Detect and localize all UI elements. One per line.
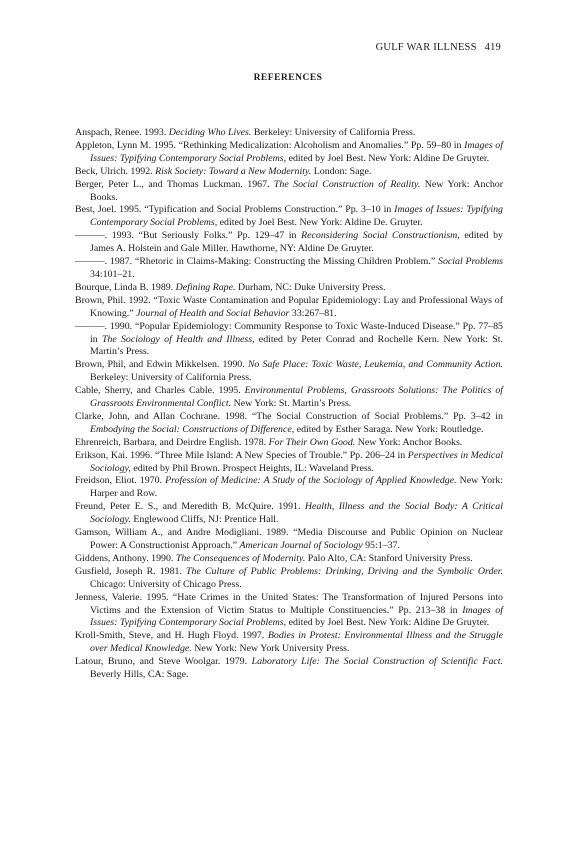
reference-text: edited by James A. Holstein and Gale Miller. Hawthorne, NY: Aldine De Gruyter. [90,230,503,255]
reference-title-italic: Images of Issues: Typifying Contemporary Social Problems, [90,204,503,229]
reference-text: London: Sage. [311,165,372,177]
reference-text: Berkeley: University of California Press. [90,372,252,384]
reference-text: edited by Joel Best. New York: Aldine De Gruyter. [286,152,490,164]
reference-text: ———. 1993. “But Seriously Folks.” Pp. 129–47 in [75,230,302,242]
reference-entry [75,630,503,656]
reference-text: edited by Esther Saraga. New York: Routledge. [294,423,484,435]
reference-title-italic: No Safe Place: Toxic Waste, Leukemia, and Community Action. [247,359,504,371]
reference-entry [75,385,503,411]
reference-title-italic: Laboratory Life: The Social Construction of Scientific Fact. [251,656,504,668]
reference-text: Beck, Ulrich. 1992. [75,165,156,177]
reference-entry [75,566,503,592]
reference-text: New York: St. Martin’s Press. [231,398,352,410]
reference-text: Appleton, Lynn M. 1995. “Rethinking Medicalization: Alcoholism and Anomalies.” Pp. 59–80 in [75,139,465,151]
reference-entry [75,450,503,476]
reference-entry [75,179,503,205]
reference-text: Latour, Bruno, and Steve Woolgar. 1979. [75,656,252,668]
reference-entry [75,437,503,450]
reference-text: 33:267–81. [289,307,337,319]
reference-title-italic: For Their Own Good. [268,436,356,448]
reference-text: Berger, Peter L., and Thomas Luckman. 1967. [75,178,274,190]
reference-text: Anspach, Renee. 1993. [75,127,169,138]
reference-text: edited by Phil Brown. Prospect Heights, IL: Waveland Press. [130,462,374,474]
reference-text: Englewood Cliffs, NJ: Prentice Hall. [130,514,279,526]
reference-entry [75,140,503,166]
reference-text: Beverly Hills, CA: Sage. [90,669,189,681]
reference-text: Ehrenreich, Barbara, and Deirdre English. 1978. [75,436,269,448]
reference-entry [75,501,503,527]
reference-list [75,127,503,682]
reference-text: ———. 1990. “Popular Epidemiology: Community Response to Toxic Waste-Induced Disease.” Pp. 77–85 in [75,320,503,345]
reference-title-italic: Social Problems [438,256,503,268]
section-title: REFERENCES [253,73,323,83]
running-header [376,42,501,53]
reference-text: Best, Joel. 1995. “Typification and Social Problems Construction.” Pp. 3–10 in [75,204,395,216]
reference-text: Gamson, William A., and Andre Modigliani. 1989. “Media Discourse and Public Opinion on Nuclear Power: A Constructionist Approach.” [75,527,503,551]
reference-text: Freund, Peter E. S., and Meredith B. McQuire. 1991. [75,501,305,513]
reference-text: Cable, Sherry, and Charles Cable. 1995. [75,385,245,397]
reference-text: Gusfield, Joseph R. 1981. [75,565,187,577]
reference-title-italic: Perspectives in Medical Sociology, [90,449,503,474]
reference-entry [75,295,503,321]
reference-title-italic: The Social Construction of Reality. [273,178,421,190]
reference-entry [75,656,503,682]
reference-entry [75,553,503,566]
reference-title-italic: The Sociology of Health and Illness, [101,333,255,345]
reference-text: Brown, Phil. 1992. “Toxic Waste Contamination and Popular Epidemiology: Lay and Professional Ways of Knowing.” [75,294,503,319]
running-title: GULF WAR ILLNESS [375,42,477,53]
reference-entry [75,230,503,256]
reference-text: Bourque, Linda B. 1989. [75,281,176,293]
reference-text: New York: Harper and Row. [90,475,504,500]
reference-title-italic: Bodies in Protest: Environmental Illness and the Struggle over Medical Knowledge. [90,630,503,655]
reference-entry [75,411,503,437]
reference-entry [75,475,503,501]
reference-text: edited by Joel Best. New York: Aldine De Gruyter. [286,617,490,629]
reference-title-italic: Images of Issues: Typifying Contemporary Social Problems, [90,604,503,629]
reference-title-italic: Risk Society: Toward a New Modernity. [155,165,312,177]
reference-title-italic: Journal of Health and Social Behavior [136,307,290,319]
reference-title-italic: The Consequences of Modernity. [175,552,306,564]
reference-entry [75,127,503,140]
reference-text: Clarke, John, and Allan Cochrane. 1998. “The Social Construction of Social Problems.” Pp. 3–42 in [75,410,503,422]
reference-title-italic: Defining Rape. [175,281,236,293]
reference-text: Kroll-Smith, Steve, and H. Hugh Floyd. 1997. [75,630,268,642]
reference-text: 34:101–21. [90,268,135,280]
reference-title-italic: Deciding Who Lives. [168,127,252,138]
reference-title-italic: Profession of Medicine: A Study of the Sociology of Applied Knowledge. [165,475,457,487]
reference-text: Erikson, Kai. 1996. “Three Mile Island: A New Species of Trouble.” Pp. 206–24 in [75,449,408,461]
reference-entry [75,359,503,385]
reference-title-italic: Embodying the Social: Constructions of Difference, [90,423,295,435]
reference-entry [75,527,503,553]
reference-text: Chicago: University of Chicago Press. [90,578,242,590]
reference-title-italic: Environmental Problems, Grassroots Solutions: The Politics of Grassroots Environmental Conflict. [90,385,503,410]
reference-text: Palo Alto, CA: Stanford University Press. [305,552,473,564]
reference-text: New York: Anchor Books. [355,436,463,448]
reference-title-italic: The Culture of Public Problems: Drinking, Driving and the Symbolic Order. [186,565,503,577]
reference-text: Jenness, Valerie. 1995. “Hate Crimes in the United States: The Transformation of Injured Persons into Victims and the Extension of Victim Status to Multiple Constituencies.” Pp. 213–38 in [75,591,503,616]
reference-text: ———. 1987. “Rhetoric in Claims-Making: Constructing the Missing Children Problem.” [75,256,439,268]
reference-text: Giddens, Anthony. 1990. [75,552,176,564]
reference-text: Brown, Phil, and Edwin Mikkelsen. 1990. [75,359,248,371]
reference-entry [75,166,503,179]
reference-entry [75,256,503,282]
reference-title-italic: American Journal of Sociology [239,540,363,551]
reference-text: New York: Anchor Books. [90,178,503,203]
reference-text: Berkeley: University of California Press. [251,127,416,138]
reference-entry [75,204,503,230]
reference-entry [75,592,503,631]
reference-text: 95:1–37. [362,540,400,551]
reference-text: New York: New York University Press. [191,643,350,655]
reference-title-italic: Images of Issues: Typifying Contemporary Social Problems, [90,139,503,164]
reference-text: edited by Peter Conrad and Rochelle Kern. New York: St. Martin’s Press. [90,333,504,358]
reference-text: edited by Joel Best. New York: Aldine De. Gruyter. [217,217,423,229]
reference-text: Durham, NC: Duke University Press. [235,281,386,293]
reference-entry [75,321,503,360]
page-number: 419 [484,42,501,53]
reference-text: Freidson, Eliot. 1970. [75,475,166,487]
reference-title-italic: Health, Illness and the Social Body: A Critical Sociology. [90,501,503,526]
reference-title-italic: Reconsidering Social Constructionism, [301,230,460,242]
reference-entry [75,282,503,295]
